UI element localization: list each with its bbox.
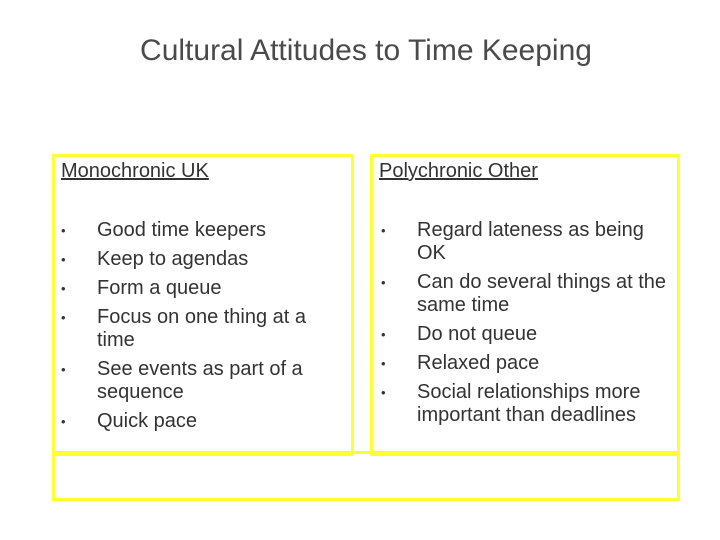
bullet-icon: • [381,327,386,342]
monochronic-list [61,219,346,439]
list-item: • Form a queue [61,277,222,299]
bullet-icon: • [61,281,66,296]
list-item: • Focus on one thing at a time [61,306,307,351]
list-item: • Social relationships more important than deadlines [381,381,641,426]
bullet-icon: • [61,223,66,238]
polychronic-list [381,219,676,433]
list-item: • Quick pace [61,410,198,432]
list-item: • Relaxed pace [381,352,540,374]
bullet-icon: • [381,385,386,400]
bullet-icon: • [61,252,66,267]
bottom-empty-box [52,451,680,501]
list-item: • Good time keepers [61,219,266,241]
bullet-icon: • [381,356,386,371]
bullet-icon: • [381,275,386,290]
list-item: • Keep to agendas [61,248,249,270]
list-item: • See events as part of a sequence [61,358,303,403]
bullet-icon: • [61,414,66,429]
list-item: • Can do several things at the same time [381,271,667,316]
list-item: • Do not queue [381,323,538,345]
bullet-icon: • [381,223,386,238]
monochronic-heading: Monochronic UK [61,160,209,182]
bullet-icon: • [61,310,66,325]
polychronic-heading: Polychronic Other [379,160,538,182]
bullet-icon: • [61,362,66,377]
slide-title: Cultural Attitudes to Time Keeping [140,34,592,67]
list-item: • Regard lateness as being OK [381,219,644,264]
